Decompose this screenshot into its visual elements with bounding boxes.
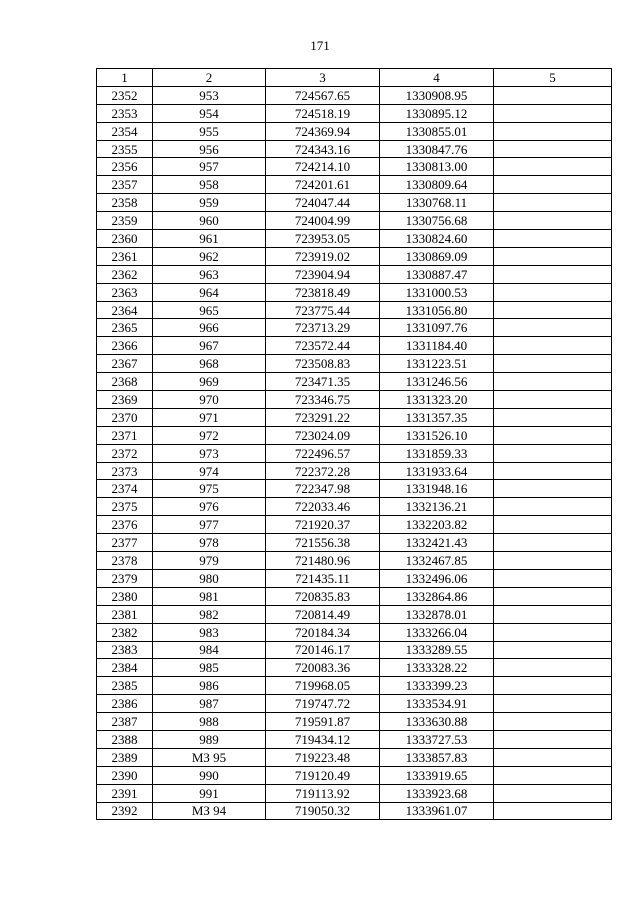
table-cell: 961 bbox=[153, 230, 266, 248]
table-cell: 957 bbox=[153, 158, 266, 176]
table-cell bbox=[494, 212, 612, 230]
table-row bbox=[97, 498, 612, 516]
table-cell: 723818.49 bbox=[266, 283, 380, 301]
table-cell: 723953.05 bbox=[266, 230, 380, 248]
table-row bbox=[97, 212, 612, 230]
table-cell: 965 bbox=[153, 301, 266, 319]
table-cell: 990 bbox=[153, 766, 266, 784]
table-cell: 974 bbox=[153, 462, 266, 480]
table-cell: 1331323.20 bbox=[380, 391, 494, 409]
table-row bbox=[97, 552, 612, 570]
table-cell bbox=[494, 391, 612, 409]
table-cell: 1333961.07 bbox=[380, 802, 494, 820]
table-cell: 1331056.80 bbox=[380, 301, 494, 319]
table-cell: 2384 bbox=[97, 659, 153, 677]
table-row bbox=[97, 355, 612, 373]
table-cell: 1332496.06 bbox=[380, 569, 494, 587]
table-row bbox=[97, 158, 612, 176]
table-cell: 1330908.95 bbox=[380, 86, 494, 104]
table-cell bbox=[494, 373, 612, 391]
table-cell: 2365 bbox=[97, 319, 153, 337]
table-cell: 953 bbox=[153, 86, 266, 104]
table-cell: 1331526.10 bbox=[380, 426, 494, 444]
table-cell: 964 bbox=[153, 283, 266, 301]
table-cell: 991 bbox=[153, 784, 266, 802]
table-cell: 2364 bbox=[97, 301, 153, 319]
table-cell: 720184.34 bbox=[266, 623, 380, 641]
table-cell: 979 bbox=[153, 552, 266, 570]
table-cell: 723508.83 bbox=[266, 355, 380, 373]
table-cell: 720835.83 bbox=[266, 587, 380, 605]
table-cell: 976 bbox=[153, 498, 266, 516]
table-row bbox=[97, 730, 612, 748]
table-cell: 2362 bbox=[97, 265, 153, 283]
table-cell bbox=[494, 730, 612, 748]
table-cell: 981 bbox=[153, 587, 266, 605]
table-cell: 724369.94 bbox=[266, 122, 380, 140]
table-cell bbox=[494, 462, 612, 480]
table-cell: 1330756.68 bbox=[380, 212, 494, 230]
table-cell: 2392 bbox=[97, 802, 153, 820]
table-row bbox=[97, 140, 612, 158]
table-cell: 1333923.68 bbox=[380, 784, 494, 802]
table-cell: 719120.49 bbox=[266, 766, 380, 784]
table-cell: 2388 bbox=[97, 730, 153, 748]
table-cell: 721480.96 bbox=[266, 552, 380, 570]
table-cell: 967 bbox=[153, 337, 266, 355]
table-cell bbox=[494, 569, 612, 587]
table-cell: 722033.46 bbox=[266, 498, 380, 516]
table-cell: 1330824.60 bbox=[380, 230, 494, 248]
table-cell: 963 bbox=[153, 265, 266, 283]
table-row bbox=[97, 766, 612, 784]
table-cell: 1331357.35 bbox=[380, 408, 494, 426]
table-cell: 969 bbox=[153, 373, 266, 391]
column-header: 5 bbox=[494, 69, 612, 87]
table-cell bbox=[494, 247, 612, 265]
table-cell bbox=[494, 301, 612, 319]
table-cell bbox=[494, 695, 612, 713]
table-cell: 2372 bbox=[97, 444, 153, 462]
table-cell: 723775.44 bbox=[266, 301, 380, 319]
table-cell: 2374 bbox=[97, 480, 153, 498]
table-cell: 724214.10 bbox=[266, 158, 380, 176]
table-cell: 1333534.91 bbox=[380, 695, 494, 713]
table-cell bbox=[494, 677, 612, 695]
table-cell: 975 bbox=[153, 480, 266, 498]
table-cell: 2361 bbox=[97, 247, 153, 265]
table-row bbox=[97, 176, 612, 194]
table-cell: 2356 bbox=[97, 158, 153, 176]
table-cell bbox=[494, 605, 612, 623]
table-row bbox=[97, 194, 612, 212]
column-header: 4 bbox=[380, 69, 494, 87]
table-cell: 2387 bbox=[97, 713, 153, 731]
table-row bbox=[97, 283, 612, 301]
table-cell: 1330895.12 bbox=[380, 104, 494, 122]
table-cell: 719591.87 bbox=[266, 713, 380, 731]
table-cell: 1333919.65 bbox=[380, 766, 494, 784]
table-cell: 724004.99 bbox=[266, 212, 380, 230]
table-body bbox=[97, 86, 612, 820]
table-cell bbox=[494, 480, 612, 498]
table-cell: 1331246.56 bbox=[380, 373, 494, 391]
table-cell: 1333857.83 bbox=[380, 748, 494, 766]
table-cell: 722372.28 bbox=[266, 462, 380, 480]
table-row bbox=[97, 534, 612, 552]
table-cell: 2360 bbox=[97, 230, 153, 248]
table-cell: 971 bbox=[153, 408, 266, 426]
table-cell bbox=[494, 86, 612, 104]
table-cell: 1330809.64 bbox=[380, 176, 494, 194]
table-cell: 719968.05 bbox=[266, 677, 380, 695]
table-cell bbox=[494, 534, 612, 552]
table-cell: 2390 bbox=[97, 766, 153, 784]
table-cell: 1330813.00 bbox=[380, 158, 494, 176]
table-cell: 2368 bbox=[97, 373, 153, 391]
table-row bbox=[97, 337, 612, 355]
table-cell: 719434.12 bbox=[266, 730, 380, 748]
table-cell: 2359 bbox=[97, 212, 153, 230]
header-row bbox=[97, 69, 612, 87]
table-cell: 983 bbox=[153, 623, 266, 641]
table-cell: 723471.35 bbox=[266, 373, 380, 391]
table-cell: 1333727.53 bbox=[380, 730, 494, 748]
table-cell: 1331000.53 bbox=[380, 283, 494, 301]
table-cell: 724567.65 bbox=[266, 86, 380, 104]
table-cell: 956 bbox=[153, 140, 266, 158]
table-row bbox=[97, 677, 612, 695]
table-cell: 723346.75 bbox=[266, 391, 380, 409]
table-row bbox=[97, 623, 612, 641]
table-cell bbox=[494, 158, 612, 176]
table-cell: 2355 bbox=[97, 140, 153, 158]
table-cell: 972 bbox=[153, 426, 266, 444]
table-row bbox=[97, 641, 612, 659]
table-row bbox=[97, 373, 612, 391]
table-cell: 977 bbox=[153, 516, 266, 534]
table-cell: 724518.19 bbox=[266, 104, 380, 122]
table-cell: 2391 bbox=[97, 784, 153, 802]
table-cell: 958 bbox=[153, 176, 266, 194]
table-cell: 1331097.76 bbox=[380, 319, 494, 337]
table-cell: 719747.72 bbox=[266, 695, 380, 713]
table-cell: 2353 bbox=[97, 104, 153, 122]
table-cell: 1333289.55 bbox=[380, 641, 494, 659]
table-cell: 1331948.16 bbox=[380, 480, 494, 498]
table-cell: 986 bbox=[153, 677, 266, 695]
table-cell: 1333266.04 bbox=[380, 623, 494, 641]
table-cell bbox=[494, 516, 612, 534]
table-cell: 724201.61 bbox=[266, 176, 380, 194]
table-row bbox=[97, 695, 612, 713]
table-cell: 988 bbox=[153, 713, 266, 731]
table-row bbox=[97, 713, 612, 731]
table-cell: 2373 bbox=[97, 462, 153, 480]
table-cell: 2389 bbox=[97, 748, 153, 766]
table-row bbox=[97, 301, 612, 319]
table-cell: 1331859.33 bbox=[380, 444, 494, 462]
table-cell bbox=[494, 444, 612, 462]
table-cell: 960 bbox=[153, 212, 266, 230]
table-cell: 1332421.43 bbox=[380, 534, 494, 552]
table-cell: 723919.02 bbox=[266, 247, 380, 265]
table-cell: 2377 bbox=[97, 534, 153, 552]
table-row bbox=[97, 408, 612, 426]
table-cell: 723713.29 bbox=[266, 319, 380, 337]
table-row bbox=[97, 444, 612, 462]
table-cell: 719113.92 bbox=[266, 784, 380, 802]
table-cell: 2367 bbox=[97, 355, 153, 373]
table-cell bbox=[494, 623, 612, 641]
table-cell: 723024.09 bbox=[266, 426, 380, 444]
table-header bbox=[97, 69, 612, 87]
table-cell: 2369 bbox=[97, 391, 153, 409]
column-header: 1 bbox=[97, 69, 153, 87]
table-cell: 1332136.21 bbox=[380, 498, 494, 516]
table-cell bbox=[494, 426, 612, 444]
table-cell: 1330847.76 bbox=[380, 140, 494, 158]
table-cell: 721435.11 bbox=[266, 569, 380, 587]
table-cell: 980 bbox=[153, 569, 266, 587]
table-cell: 987 bbox=[153, 695, 266, 713]
table-cell bbox=[494, 176, 612, 194]
table-cell: 2357 bbox=[97, 176, 153, 194]
table-cell: 955 bbox=[153, 122, 266, 140]
table-cell: 962 bbox=[153, 247, 266, 265]
table-cell: 973 bbox=[153, 444, 266, 462]
table-cell: 2370 bbox=[97, 408, 153, 426]
table-cell: 2354 bbox=[97, 122, 153, 140]
table-row bbox=[97, 86, 612, 104]
table-cell bbox=[494, 230, 612, 248]
table-cell: 2385 bbox=[97, 677, 153, 695]
table-cell: 1331184.40 bbox=[380, 337, 494, 355]
table-cell: 1330887.47 bbox=[380, 265, 494, 283]
table-cell: 722496.57 bbox=[266, 444, 380, 462]
table-cell bbox=[494, 498, 612, 516]
table-cell: 1332203.82 bbox=[380, 516, 494, 534]
table-cell: 721556.38 bbox=[266, 534, 380, 552]
table-cell bbox=[494, 319, 612, 337]
table-row bbox=[97, 784, 612, 802]
table-row bbox=[97, 748, 612, 766]
table-row bbox=[97, 247, 612, 265]
table-cell: 2383 bbox=[97, 641, 153, 659]
table-cell: 954 bbox=[153, 104, 266, 122]
table-cell bbox=[494, 408, 612, 426]
table-cell: 2380 bbox=[97, 587, 153, 605]
table-cell: 1333399.23 bbox=[380, 677, 494, 695]
table-row bbox=[97, 319, 612, 337]
table-row bbox=[97, 104, 612, 122]
table-cell bbox=[494, 355, 612, 373]
table-cell: 1332864.86 bbox=[380, 587, 494, 605]
table-cell: 1330869.09 bbox=[380, 247, 494, 265]
table-row bbox=[97, 587, 612, 605]
table-cell bbox=[494, 659, 612, 677]
table-cell: 2366 bbox=[97, 337, 153, 355]
table-cell: 2358 bbox=[97, 194, 153, 212]
table-row bbox=[97, 802, 612, 820]
table-cell bbox=[494, 641, 612, 659]
table-cell bbox=[494, 122, 612, 140]
table-cell: МЗ 95 bbox=[153, 748, 266, 766]
table-row bbox=[97, 605, 612, 623]
table-cell: 721920.37 bbox=[266, 516, 380, 534]
table-cell: 1332878.01 bbox=[380, 605, 494, 623]
table-row bbox=[97, 462, 612, 480]
table-row bbox=[97, 391, 612, 409]
table-cell bbox=[494, 265, 612, 283]
table-cell bbox=[494, 713, 612, 731]
table-cell bbox=[494, 802, 612, 820]
table-row bbox=[97, 265, 612, 283]
table-cell: 723291.22 bbox=[266, 408, 380, 426]
table-row bbox=[97, 122, 612, 140]
column-header: 3 bbox=[266, 69, 380, 87]
table-cell: 1330768.11 bbox=[380, 194, 494, 212]
table-cell: 2371 bbox=[97, 426, 153, 444]
table-row bbox=[97, 426, 612, 444]
table-cell: 2375 bbox=[97, 498, 153, 516]
table-cell: 1333328.22 bbox=[380, 659, 494, 677]
table-cell bbox=[494, 104, 612, 122]
table-cell: 2382 bbox=[97, 623, 153, 641]
table-cell bbox=[494, 784, 612, 802]
table-row bbox=[97, 230, 612, 248]
table-cell: 719050.32 bbox=[266, 802, 380, 820]
table-cell bbox=[494, 283, 612, 301]
table-cell: 720083.36 bbox=[266, 659, 380, 677]
table-cell: 1330855.01 bbox=[380, 122, 494, 140]
table-row bbox=[97, 569, 612, 587]
table-cell: 723904.94 bbox=[266, 265, 380, 283]
table-cell: 722347.98 bbox=[266, 480, 380, 498]
page-number: 171 bbox=[310, 38, 330, 53]
table-cell bbox=[494, 587, 612, 605]
table-cell bbox=[494, 552, 612, 570]
table-cell: 2386 bbox=[97, 695, 153, 713]
table-cell: 970 bbox=[153, 391, 266, 409]
table-cell: 985 bbox=[153, 659, 266, 677]
table-cell: 2381 bbox=[97, 605, 153, 623]
table-cell: 984 bbox=[153, 641, 266, 659]
table-cell bbox=[494, 748, 612, 766]
table-cell: 982 bbox=[153, 605, 266, 623]
coordinates-table bbox=[96, 68, 612, 820]
column-header: 2 bbox=[153, 69, 266, 87]
table-cell: 968 bbox=[153, 355, 266, 373]
table-cell bbox=[494, 766, 612, 784]
table-cell: 2378 bbox=[97, 552, 153, 570]
table-cell: 723572.44 bbox=[266, 337, 380, 355]
table-cell: 978 bbox=[153, 534, 266, 552]
table-cell: 2379 bbox=[97, 569, 153, 587]
table-cell: 1331933.64 bbox=[380, 462, 494, 480]
table-cell: 959 bbox=[153, 194, 266, 212]
table-cell: 2352 bbox=[97, 86, 153, 104]
table-cell: 2363 bbox=[97, 283, 153, 301]
table-cell: 724047.44 bbox=[266, 194, 380, 212]
table-cell: 2376 bbox=[97, 516, 153, 534]
table-cell: 719223.48 bbox=[266, 748, 380, 766]
table-row bbox=[97, 516, 612, 534]
table-cell bbox=[494, 337, 612, 355]
table-cell: 966 bbox=[153, 319, 266, 337]
table-cell bbox=[494, 194, 612, 212]
table-cell: 724343.16 bbox=[266, 140, 380, 158]
table-cell: 720814.49 bbox=[266, 605, 380, 623]
table-row bbox=[97, 480, 612, 498]
table-cell: МЗ 94 bbox=[153, 802, 266, 820]
table-cell: 1331223.51 bbox=[380, 355, 494, 373]
table-row bbox=[97, 659, 612, 677]
table-cell: 1332467.85 bbox=[380, 552, 494, 570]
table-cell bbox=[494, 140, 612, 158]
table-cell: 720146.17 bbox=[266, 641, 380, 659]
table-cell: 989 bbox=[153, 730, 266, 748]
table-cell: 1333630.88 bbox=[380, 713, 494, 731]
